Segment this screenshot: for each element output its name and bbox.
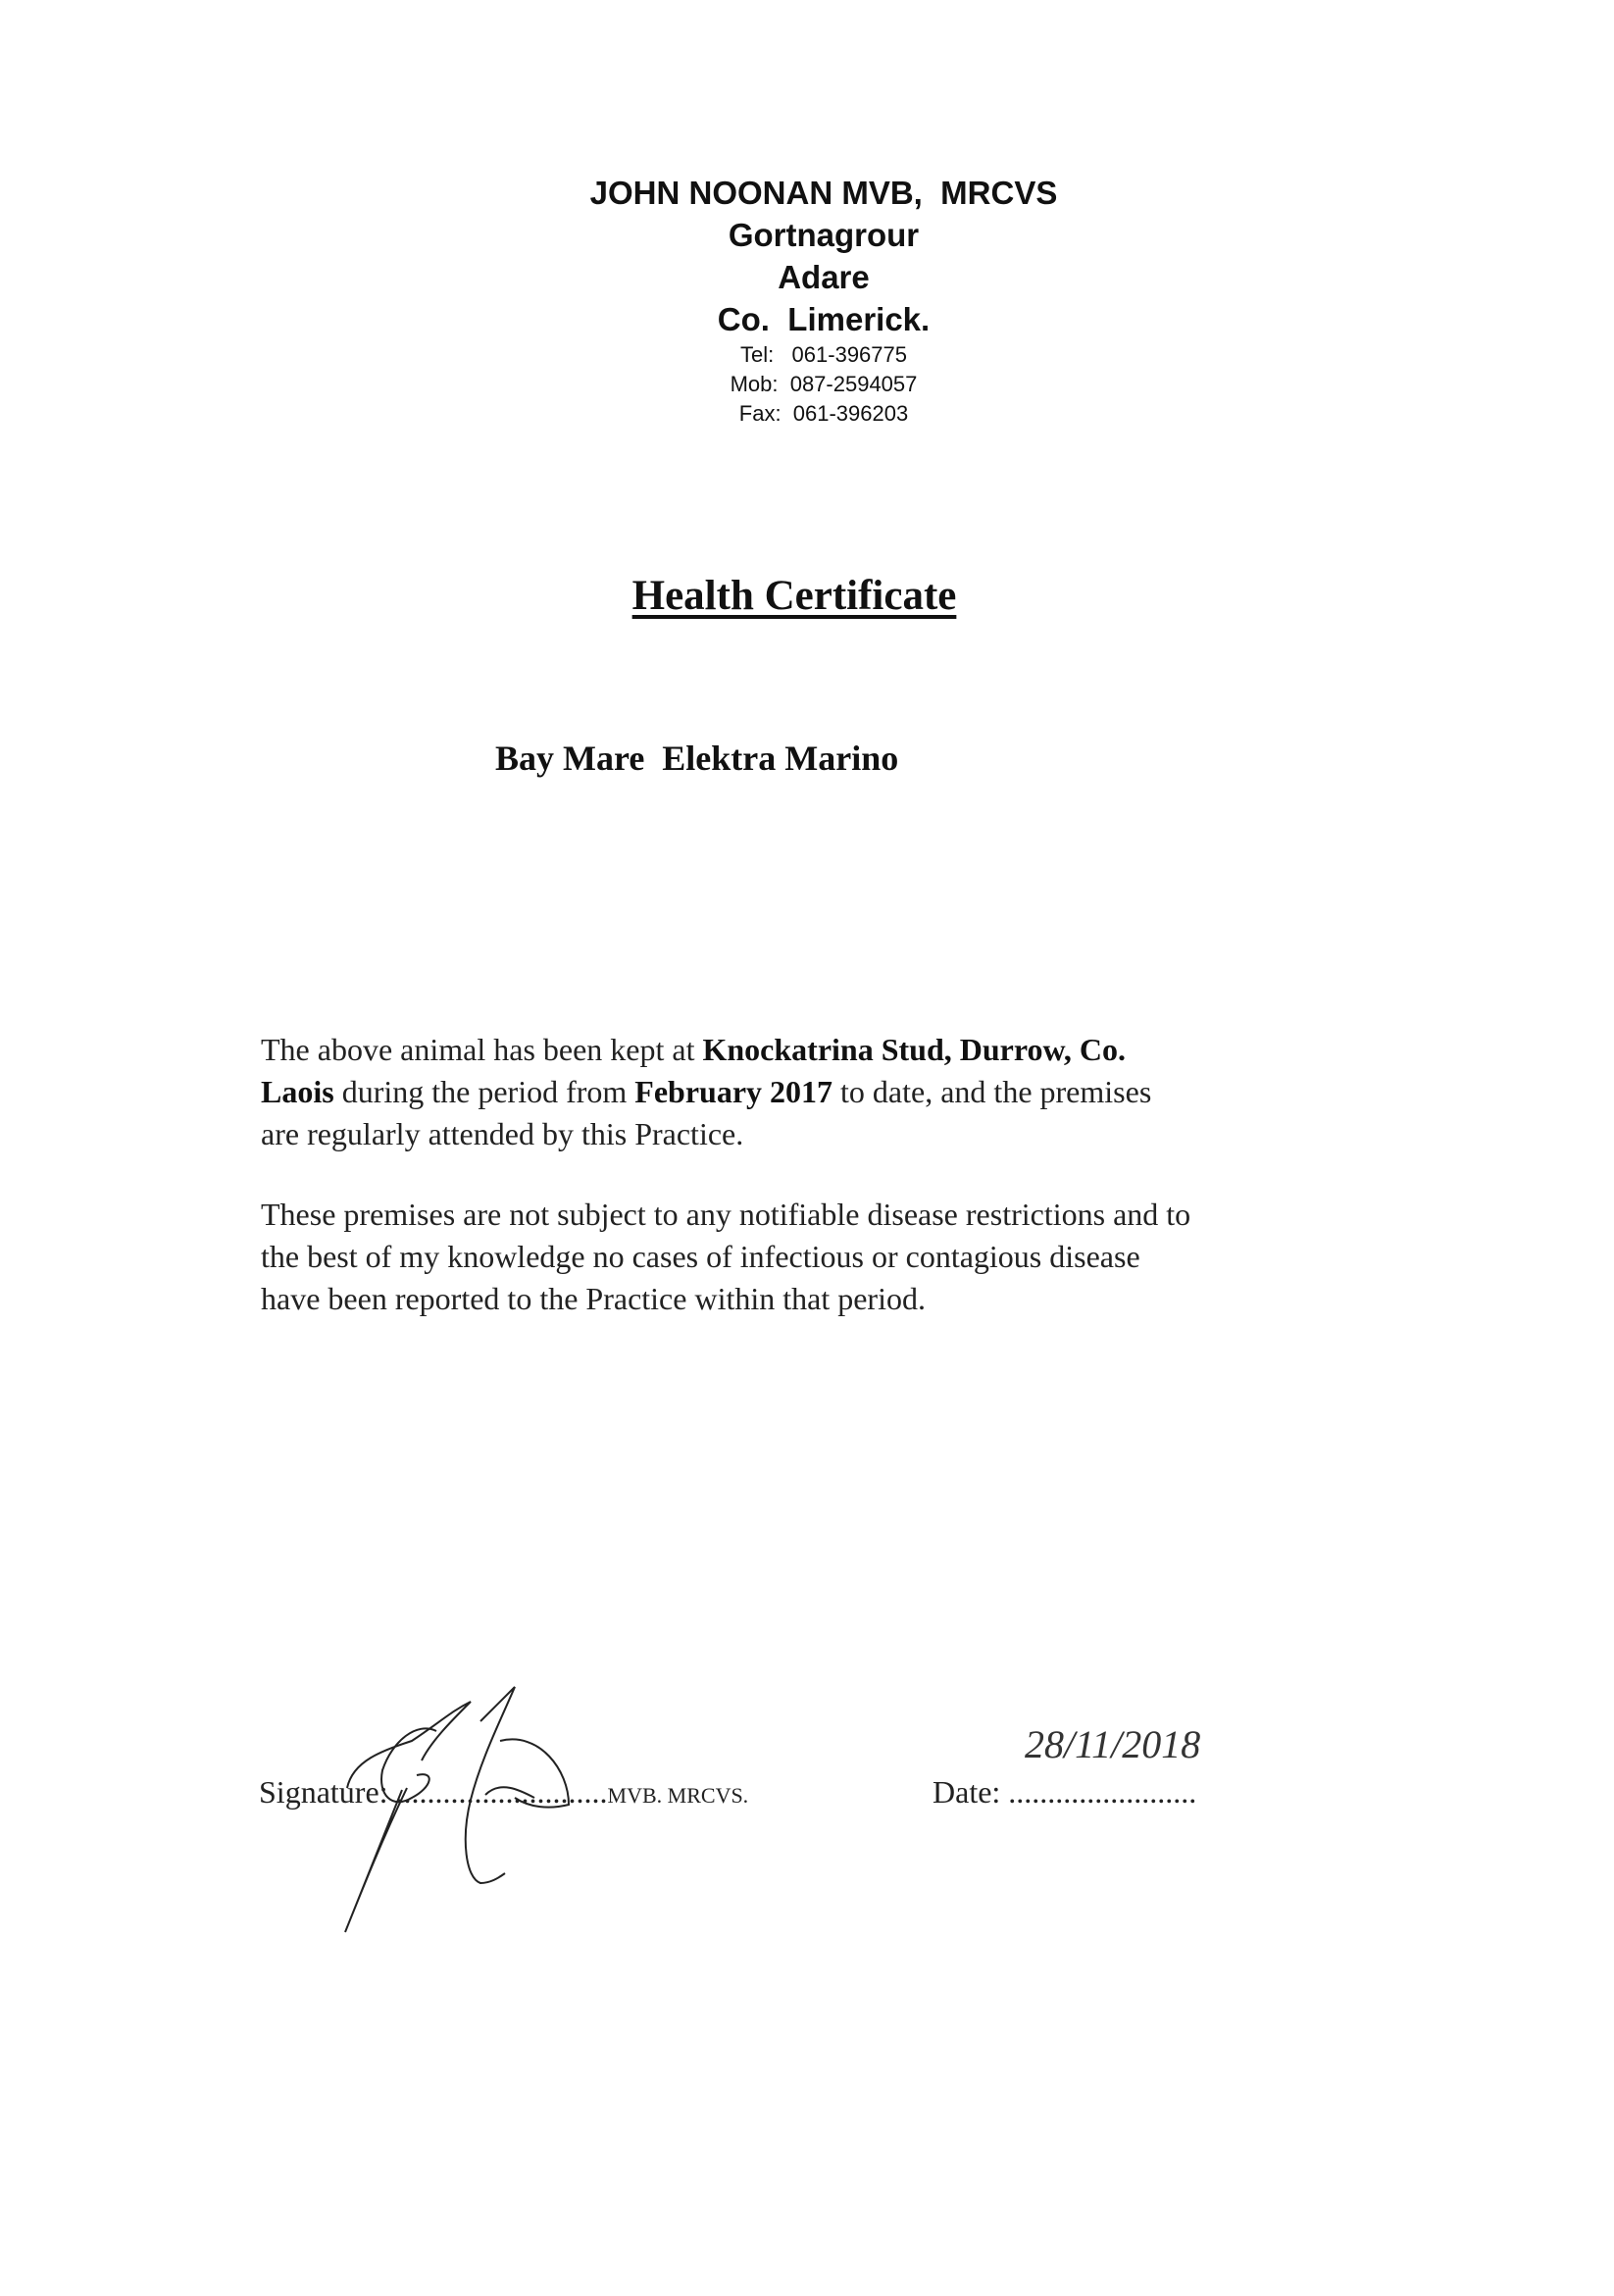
premises-name: Knockatrina Stud, Durrow, Co. — [702, 1032, 1126, 1067]
address-line: Co. Limerick. — [717, 301, 931, 337]
text: These premises are not subject to any notifiable disease restrictions and to — [261, 1197, 1191, 1232]
address-line: Adare — [778, 259, 870, 295]
paragraph-premises — [261, 1029, 1151, 1155]
signature-qualifications: MVB. MRCVS. — [607, 1783, 749, 1808]
fax: Fax: 061-396203 — [738, 401, 909, 426]
text: during the period from — [333, 1074, 635, 1109]
signature-label: Signature: — [259, 1774, 396, 1810]
text: The above animal has been kept at — [261, 1032, 703, 1067]
signature-dots: ........................... — [395, 1774, 608, 1810]
mobile: Mob: 087-2594057 — [730, 372, 918, 396]
paragraph-disease-statement — [261, 1194, 1190, 1320]
document-title: Health Certificate — [631, 573, 957, 619]
date-line — [933, 1773, 1196, 1811]
address-line: Gortnagrour — [728, 217, 920, 253]
text: to date, and the premises — [832, 1074, 1152, 1109]
telephone: Tel: 061-396775 — [739, 342, 908, 367]
text: have been reported to the Practice within that period. — [261, 1281, 926, 1316]
date-label: Date: — [933, 1774, 1009, 1810]
text: are regularly attended by this Practice. — [261, 1116, 744, 1151]
animal-description: Bay Mare Elektra Marino — [495, 739, 899, 778]
start-date: February 2017 — [634, 1074, 833, 1109]
text: the best of my knowledge no cases of infectious or contagious disease — [261, 1239, 1140, 1274]
date-dots: ........................ — [1008, 1774, 1197, 1810]
vet-name: JOHN NOONAN MVB, MRCVS — [589, 175, 1058, 211]
letterhead — [0, 172, 1614, 429]
handwritten-date: 28/11/2018 — [1025, 1722, 1201, 1766]
handwritten-signature — [324, 1682, 677, 1947]
premises-county: Laois — [261, 1074, 334, 1109]
